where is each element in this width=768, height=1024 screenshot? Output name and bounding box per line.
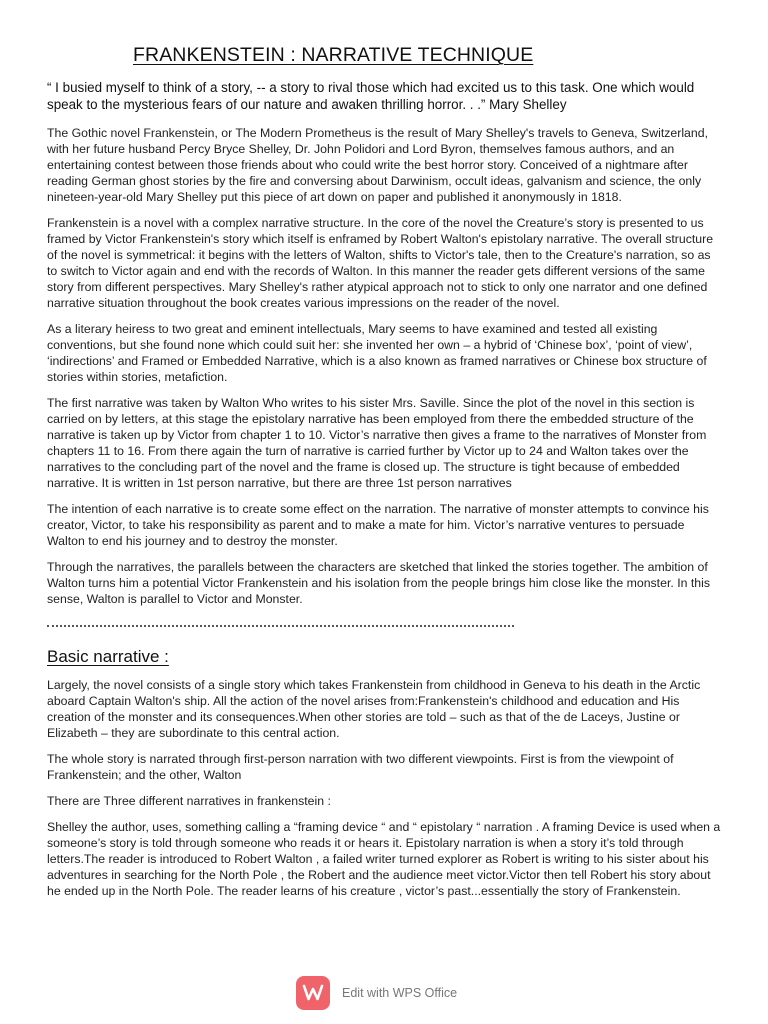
paragraph: As a literary heiress to two great and eminent intellectuals, Mary seems to have examined and tested all existing conventions, but she found none which could suit her: she invented her own – a hybrid of ‘Chinese box’, ‘point of view’, ‘indirections’ and Framed or Embedded Narrative, which is a also known as framed narratives or Chinese box structure of stories within stories, metafiction. (47, 322, 707, 384)
paragraph: The first narrative was taken by Walton Who writes to his sister Mrs. Saville. Since the plot of the novel in this section is carried on by letters, at this stage the epistolary narrative has been employed from there the embedded structure of the narrative is taken up by Victor from chapter 1 to 10. Victor’s narrative then gives a frame to the narratives of Monster from chapters 11 to 16. From there again the turn of narrative is carried further by Victor up to 24 and Walton takes over the narratives to the concluding part of the novel and the frame is closed up. The structure is tight because of embedded narrative. It is written in 1st person narrative, but there are three 1st person narratives (47, 396, 707, 490)
dotted-divider (47, 621, 514, 627)
wps-office-logo-icon (296, 976, 330, 1010)
paragraph: The intention of each narrative is to create some effect on the narration. The narrative of monster attempts to convince his creator, Victor, to take his responsibility as parent and to make a mate for him. Victor’s narrative ventures to persuade Walton to end his journey and to destroy the monster. (47, 502, 709, 548)
wps-edit-label: Edit with WPS Office (342, 986, 458, 1000)
paragraph: Shelley the author, uses, something calling a “framing device “ and “ epistolary “ narration . A framing Device is used when a someone’s story is told through someone who reads it or hears it. Epistolary narration is when a story it’s told through letters.The reader is introduced to Robert Walton , a failed writer turned explorer as Robert is writing to his sister about his adventures in searching for the North Pole , the Robert and the audience meet victor.Victor then tell Robert his story about he ended up in the North Pole. The reader learns of his creature , victor’s past...essentially the story of Frankenstein. (47, 820, 721, 898)
paragraph: Frankenstein is a novel with a complex narrative structure. In the core of the novel the Creature’s story is presented to us framed by Victor Frankenstein's story which itself is enframed by Robert Walton's epistolary narrative. The overall structure of the novel is symmetrical: it begins with the letters of Walton, shifts to Victor's tale, then to the Creature's narration, so as to switch to Victor again and end with the records of Walton. In this manner the reader gets different versions of the same story from different perspectives. Mary Shelley's rather atypical approach not to stick to only one narrator and one defined narrative situation throughout the book creates various impressions on the reader of the novel. (47, 216, 714, 310)
epigraph-quote: “ I busied myself to think of a story, -- a story to rival those which had excited us to this task. One which would speak to the mysterious fears of our nature and awaken thrilling horror. . .” Mary Shelley (47, 80, 695, 112)
paragraph: The whole story is narrated through first-person narration with two different viewpoints. First is from the viewpoint of Frankenstein; and the other, Walton (47, 752, 674, 782)
section-heading: Basic narrative : (47, 647, 169, 666)
paragraph: Largely, the novel consists of a single story which takes Frankenstein from childhood in Geneva to his death in the Arctic aboard Captain Walton's ship. All the action of the novel arises from:Frankenstein's childhood and education and His creation of the monster and its consequences.When other stories are told – such as that of the de Laceys, Justine or Elizabeth – they are subordinate to this central action. (47, 678, 701, 740)
paragraph: There are Three different narratives in frankenstein : (47, 794, 331, 808)
page-title: FRANKENSTEIN : NARRATIVE TECHNIQUE (133, 44, 534, 66)
paragraph: Through the narratives, the parallels between the characters are sketched that linked the stories together. The ambition of Walton turns him a potential Victor Frankenstein and his isolation from the people brings him close like the monster. In this sense, Walton is parallel to Victor and Monster. (47, 560, 710, 606)
paragraph: The Gothic novel Frankenstein, or The Modern Prometheus is the result of Mary Shelley's travels to Geneva, Switzerland, with her future husband Percy Bryce Shelley, Dr. John Polidori and Lord Byron, themselves famous authors, and an entertaining contest between those friends about who could write the best horror story. Conceived of a nightmare after reading German ghost stories by the fire and conversing about Darwinism, occult ideas, galvanism and science, the only nineteen-year-old Mary Shelley put this piece of art down on paper and published it anonymously in 1818. (47, 126, 708, 204)
wps-edit-link[interactable] (296, 975, 457, 1011)
